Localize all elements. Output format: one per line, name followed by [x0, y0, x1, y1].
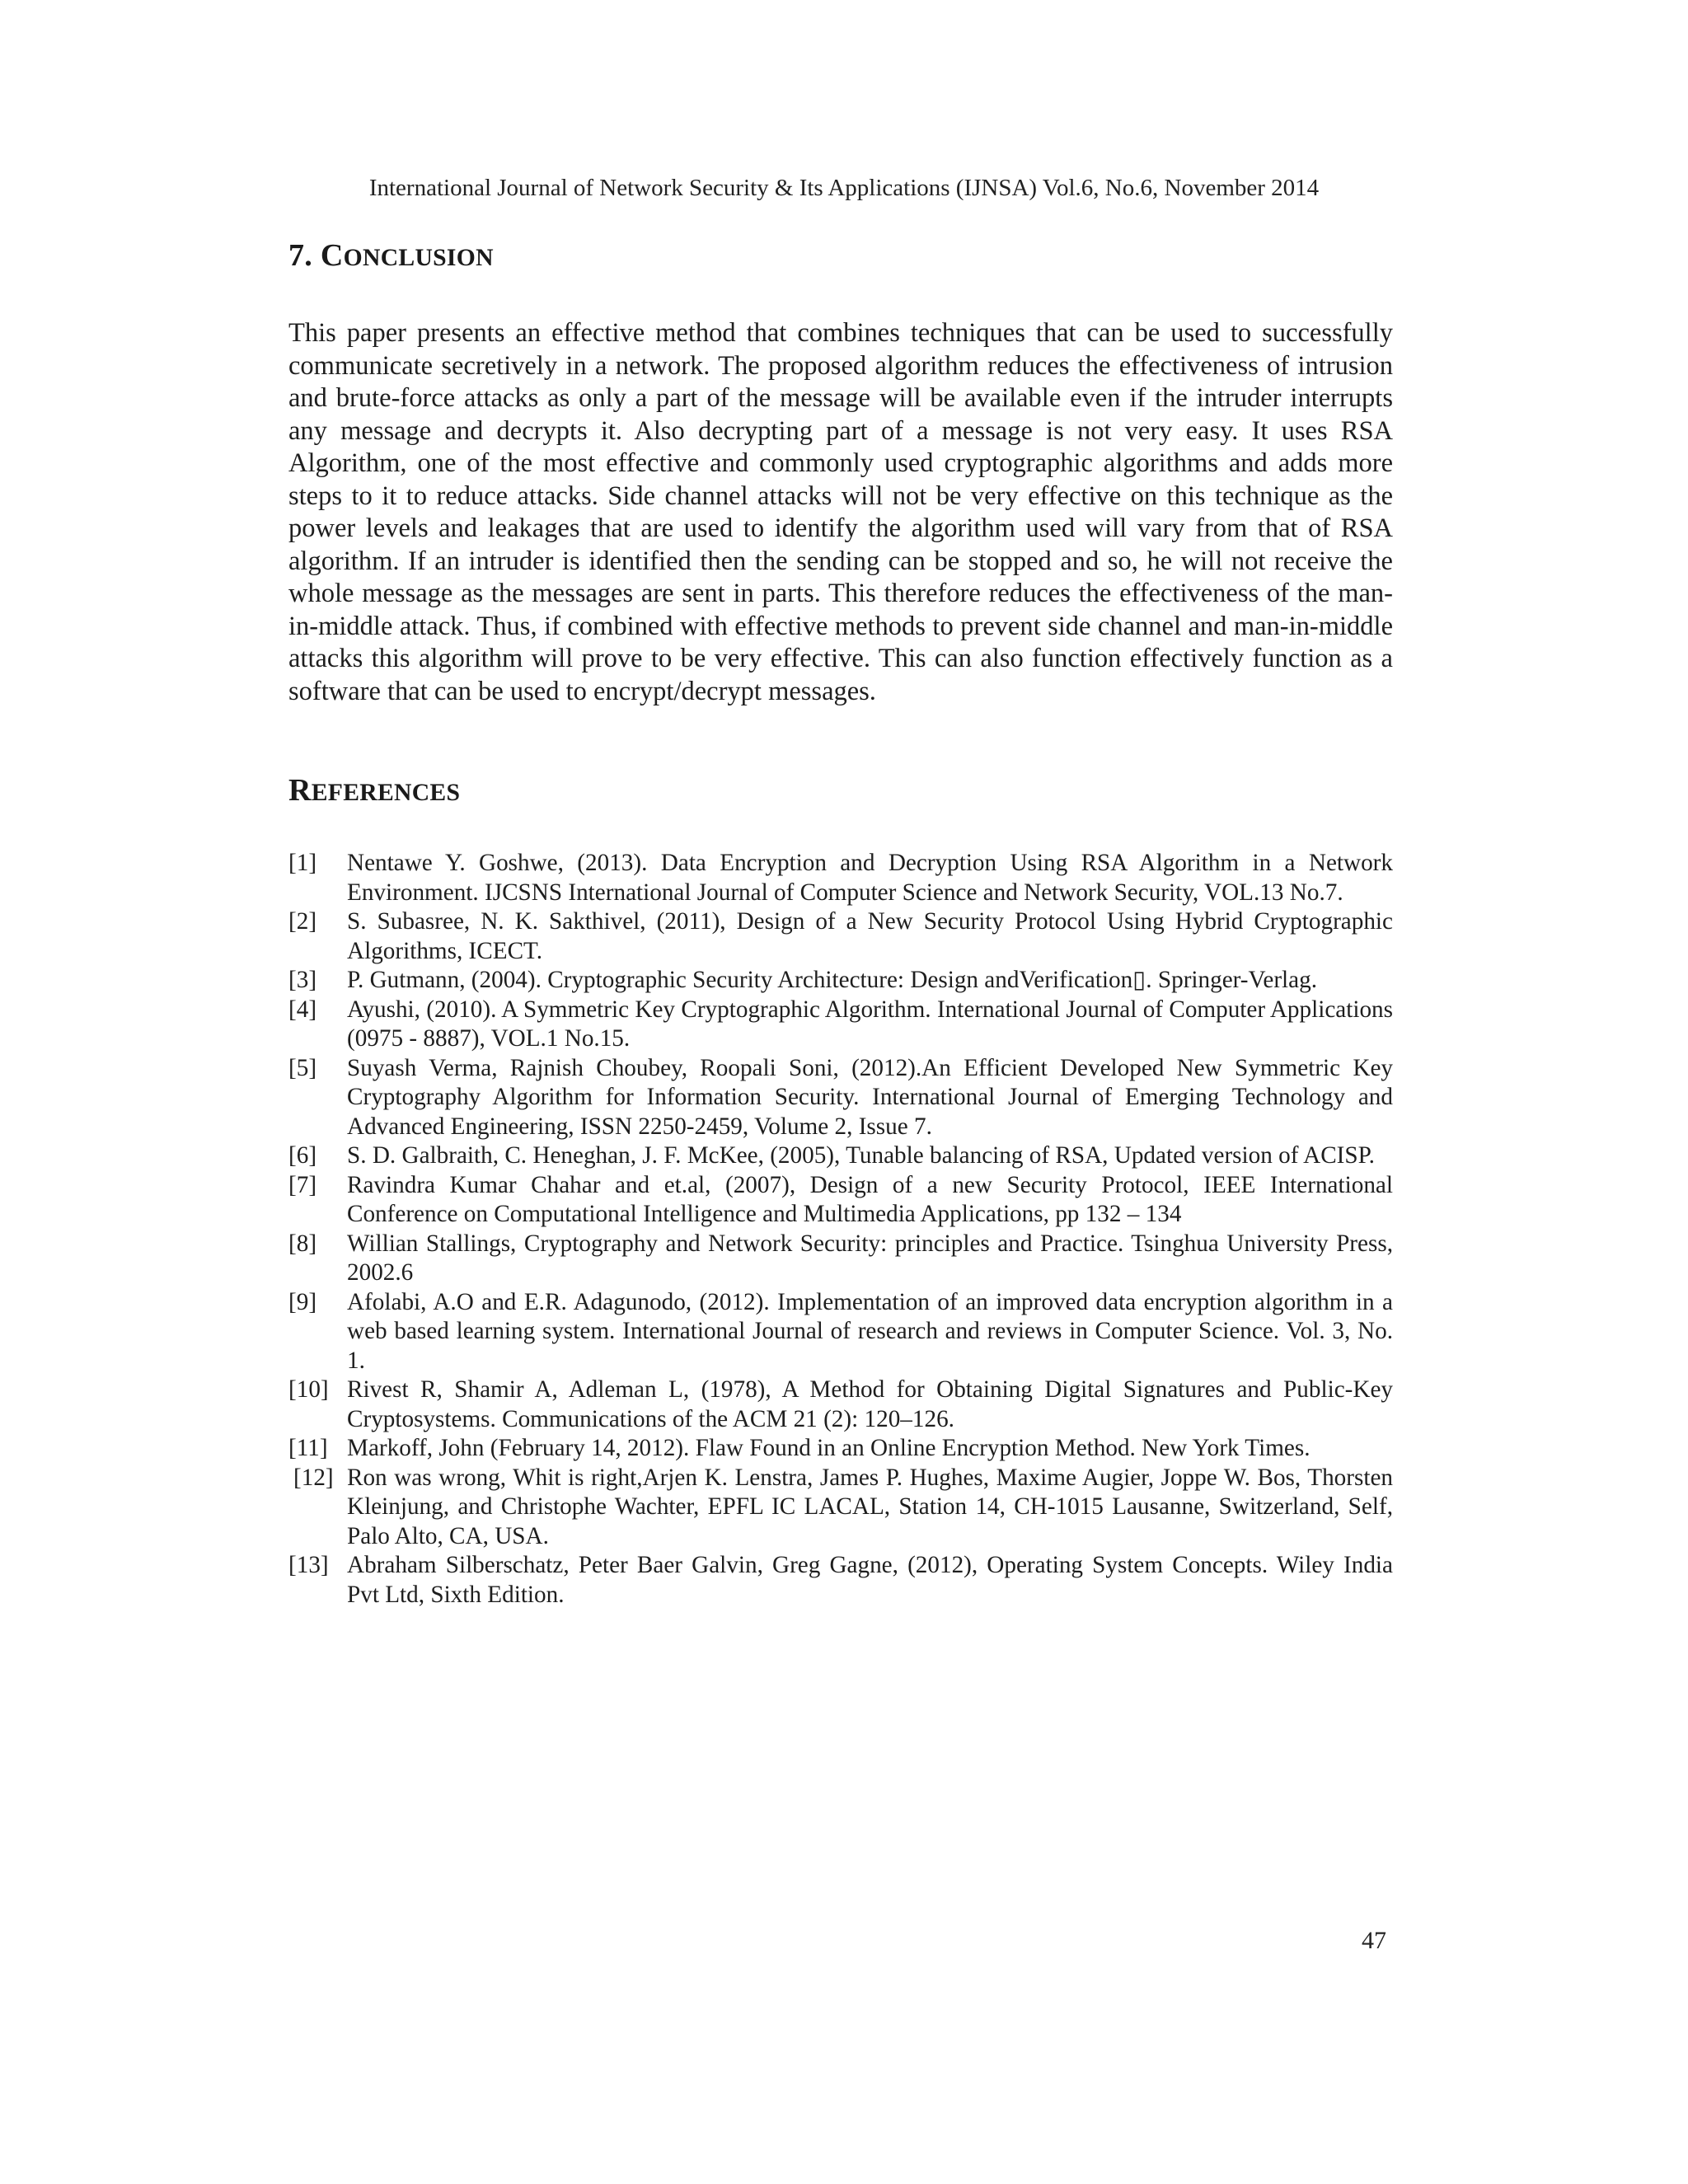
- reference-number: [6]: [288, 1142, 317, 1169]
- reference-number: [4]: [288, 996, 317, 1023]
- reference-number: [10]: [288, 1376, 329, 1403]
- section-number: 7.: [288, 238, 313, 273]
- reference-text: Rivest R, Shamir A, Adleman L, (1978), A Method for Obtaining Digital Signatures and Public-Key Cryptosystems. Communications of the ACM 21 (2): 120–126.: [347, 1376, 1393, 1432]
- reference-number: [7]: [288, 1171, 317, 1198]
- reference-text: Ravindra Kumar Chahar and et.al, (2007), Design of a new Security Protocol, IEEE International Conference on Computational Intelligence and Multimedia Applications, pp 132 – 134: [347, 1171, 1393, 1227]
- reference-list: [288, 849, 1393, 1610]
- reference-item: [288, 907, 1393, 966]
- reference-item: [288, 1434, 1393, 1464]
- reference-item: [288, 1141, 1393, 1171]
- reference-number: [1]: [288, 850, 317, 876]
- conclusion-heading: [288, 237, 494, 274]
- conclusion-paragraph: This paper presents an effective method that combines techniques that can be used to successfully communicate secretively in a network. The proposed algorithm reduces the effectiveness of intrusion and brute-force attacks as only a part of the message will be available even if the intruder interrupts any message and decrypts it. Also decrypting part of a message is not very easy. It uses RSA Algorithm, one of the most effective and commonly used cryptographic algorithms and adds more steps to it to reduce attacks. Side channel attacks will not be very effective on this technique as the power levels and leakages that are used to identify the algorithm used will vary from that of RSA algorithm. If an intruder is identified then the sending can be stopped and so, he will not receive the whole message as the messages are sent in parts. This therefore reduces the effectiveness of the man-in-middle attack. Thus, if combined with effective methods to prevent side channel and man-in-middle attacks this algorithm will prove to be very effective. This can also function effectively function as a software that can be used to encrypt/decrypt messages.: [288, 318, 1393, 706]
- conclusion-title-initial: C: [320, 238, 344, 273]
- reference-number: [2]: [288, 908, 317, 935]
- references-heading: [288, 772, 460, 808]
- reference-item: [288, 1464, 1393, 1552]
- reference-item: [288, 1551, 1393, 1610]
- reference-item: [288, 1288, 1393, 1376]
- reference-item: [288, 1376, 1393, 1434]
- reference-item: [288, 966, 1393, 996]
- reference-text: Suyash Verma, Rajnish Choubey, Roopali Soni, (2012).An Efficient Developed New Symmetric Key Cryptography Algorithm for Information Security. International Journal of Emerging Technology and Advanced Engineering, ISSN 2250-2459, Volume 2, Issue 7.: [347, 1054, 1393, 1140]
- reference-item: [288, 996, 1393, 1054]
- reference-text: Nentawe Y. Goshwe, (2013). Data Encryption and Decryption Using RSA Algorithm in a Network Environment. IJCSNS International Journal of Computer Science and Network Security, VOL.13 No.7.: [347, 850, 1393, 906]
- reference-text: Willian Stallings, Cryptography and Network Security: principles and Practice. Tsinghua University Press, 2002.6: [347, 1230, 1393, 1286]
- reference-number: [3]: [288, 967, 317, 993]
- reference-item: [288, 1054, 1393, 1142]
- references-title-rest: EFERENCES: [311, 780, 461, 806]
- reference-item: [288, 1230, 1393, 1288]
- running-header: International Journal of Network Security & Its Applications (IJNSA) Vol.6, No.6, November 2014: [368, 175, 1320, 201]
- reference-number: [13]: [288, 1552, 329, 1578]
- reference-item: [288, 849, 1393, 907]
- conclusion-title-rest: ONCLUSION: [343, 245, 494, 271]
- reference-number: [5]: [288, 1054, 317, 1081]
- reference-text: Ron was wrong, Whit is right,Arjen K. Lenstra, James P. Hughes, Maxime Augier, Joppe W. Bos, Thorsten Kleinjung, and Christophe Wachter, EPFL IC LACAL, Station 14, CH-1015 Lausanne, Switzerland, Self, Palo Alto, CA, USA.: [347, 1464, 1393, 1549]
- reference-item: [288, 1171, 1393, 1230]
- reference-text: P. Gutmann, (2004). Cryptographic Security Architecture: Design andVerification▯. Springer-Verlag.: [347, 967, 1318, 993]
- reference-text: Ayushi, (2010). A Symmetric Key Cryptographic Algorithm. International Journal of Computer Applications (0975 - 8887), VOL.1 No.15.: [347, 996, 1393, 1052]
- reference-number: [12]: [293, 1464, 334, 1491]
- reference-number: [11]: [288, 1435, 328, 1461]
- reference-number: [8]: [288, 1230, 317, 1257]
- page-number: 47: [1362, 1927, 1386, 1954]
- reference-number: [9]: [288, 1288, 317, 1315]
- reference-text: Abraham Silberschatz, Peter Baer Galvin, Greg Gagne, (2012), Operating System Concepts. Wiley India Pvt Ltd, Sixth Edition.: [347, 1552, 1393, 1608]
- reference-text: S. D. Galbraith, C. Heneghan, J. F. McKee, (2005), Tunable balancing of RSA, Updated version of ACISP.: [347, 1142, 1375, 1169]
- reference-text: S. Subasree, N. K. Sakthivel, (2011), Design of a New Security Protocol Using Hybrid Cryptographic Algorithms, ICECT.: [347, 908, 1393, 964]
- reference-text: Afolabi, A.O and E.R. Adagunodo, (2012). Implementation of an improved data encryption algorithm in a web based learning system. International Journal of research and reviews in Computer Science. Vol. 3, No. 1.: [347, 1288, 1393, 1374]
- reference-text: Markoff, John (February 14, 2012). Flaw Found in an Online Encryption Method. New York Times.: [347, 1435, 1311, 1461]
- references-title-initial: R: [288, 773, 312, 808]
